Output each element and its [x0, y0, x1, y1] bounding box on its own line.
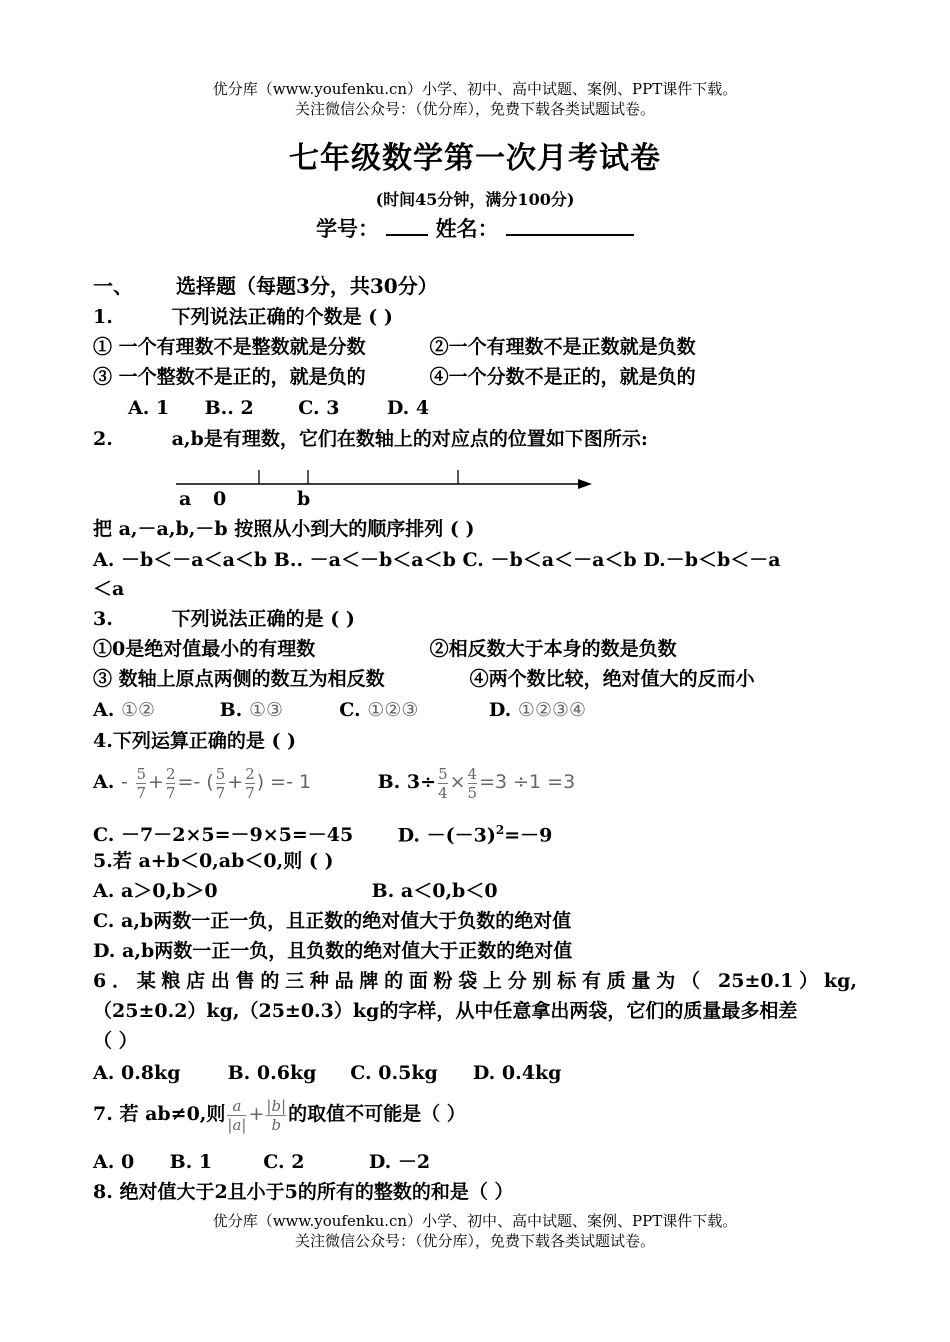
frac-numerator: |b| [266, 1096, 287, 1115]
frac-numerator: 2 [165, 764, 176, 783]
q7-option-b[interactable]: B. 1 [169, 1151, 213, 1173]
q1-statement-1: ① 一个有理数不是整数就是分数 [93, 336, 366, 358]
frac-denominator: b [271, 1115, 282, 1134]
number-line [170, 462, 600, 494]
number-line-arrow [578, 479, 592, 489]
q7-options [93, 1150, 430, 1174]
q3-statement-3: ③ 数轴上原点两侧的数互为相反数 [93, 668, 385, 690]
q4-option-a-label: A. [93, 771, 115, 793]
q3-statements-2 [93, 667, 755, 691]
q4-a-frac-1 [136, 765, 146, 802]
frac-numerator: 5 [215, 764, 226, 783]
q4-b-end: =3 ÷1 =3 [479, 771, 576, 793]
q4-d-exponent: 2 [495, 823, 505, 837]
q2-stem-line [93, 427, 648, 451]
number-line-label-0: 0 [213, 488, 227, 510]
q3-stem: 下列说法正确的是 ( ) [171, 608, 355, 630]
q3-statements-1 [93, 637, 677, 661]
q4-a-plus-1: + [148, 771, 164, 793]
header-line-1: 优分库（www.youfenku.cn）小学、初中、高中试题、案例、PPT课件下载。 [212, 80, 738, 98]
section-number: 一、 [93, 274, 133, 298]
q6-line-1: 6．某粮店出售的三种品牌的面粉袋上分别标有质量为（ 25±0.1）kg, [93, 970, 857, 992]
q3-statement-2: ②相反数大于本身的数是负数 [429, 638, 677, 660]
q3-statement-4: ④两个数比较，绝对值大的反而小 [469, 668, 755, 690]
q3-number: 3. [93, 608, 113, 630]
q4-option-a[interactable] [93, 762, 371, 802]
q3-option-c-label: C. [339, 699, 361, 721]
q1-stem-line [93, 305, 393, 329]
q4-a-plus-2: + [227, 771, 244, 793]
q4-option-b[interactable] [378, 762, 576, 802]
frac-numerator: 5 [438, 764, 448, 783]
name-label: 姓名： [435, 216, 499, 241]
number-line-label-a: a [179, 488, 192, 510]
q7-option-c[interactable]: C. 2 [263, 1151, 305, 1173]
student-no-blank[interactable] [386, 214, 428, 236]
frac-denominator: |a| [227, 1115, 247, 1134]
q7-frac-2 [266, 1097, 286, 1134]
q2-number: 2. [93, 428, 113, 450]
q2-options-line-2: ＜a [93, 578, 125, 600]
q3-option-b-label: B. [219, 699, 243, 721]
q1-option-a[interactable]: A. 1 [128, 397, 170, 419]
q4-option-b-label: B. 3÷ [377, 771, 437, 793]
q6-option-c[interactable]: C. 0.5kg [350, 1062, 438, 1084]
q6-line-2: （25±0.2）kg,（25±0.3）kg的字样，从中任意拿出两袋，它们的质量最多相差 [93, 1000, 798, 1022]
section-heading [93, 274, 438, 298]
q4-a-frac-4 [245, 765, 255, 802]
q5-option-c[interactable]: C. a,b两数一正一负，且正数的绝对值大于负数的绝对值 [93, 910, 572, 932]
q6-option-d[interactable]: D. 0.4kg [472, 1062, 562, 1084]
q1-statement-2: ②一个有理数不是正数就是负数 [429, 336, 696, 358]
q5-options-ab [93, 879, 498, 903]
q7-option-d[interactable]: D. －2 [368, 1151, 431, 1173]
q4-a-frac-2 [166, 765, 176, 802]
frac-denominator: 7 [165, 783, 176, 802]
q2-options-line-1: A. －b＜－a＜a＜b B.. －a＜－b＜a＜b C. －b＜a＜－a＜b D.－b＜b＜－a [93, 549, 781, 571]
q5-option-b[interactable]: B. a＜0,b＜0 [371, 880, 498, 902]
q3-option-a-label: A. [93, 699, 115, 721]
frac-numerator: a [232, 1096, 242, 1115]
q4-d-pre: D. －(－3) [397, 824, 496, 847]
q4-a-frac-3 [216, 765, 226, 802]
q2-question: 把 a,－a,b,－b 按照从小到大的顺序排列 ( ) [93, 518, 475, 540]
q1-statement-4: ④一个分数不是正的，就是负的 [429, 366, 696, 388]
header-line-2: 关注微信公众号：（优分库），免费下载各类试题试卷。 [294, 100, 655, 118]
q1-stem: 下列说法正确的个数是 ( ) [171, 306, 393, 328]
q4-a-sign: - [120, 771, 128, 793]
q3-stem-line [93, 607, 355, 631]
q4-stem: 4.下列运算正确的是 ( ) [93, 730, 297, 752]
q1-option-d[interactable]: D. 4 [386, 397, 430, 419]
q7-pre: 7. 若 ab≠0,则 [93, 1103, 226, 1125]
frac-numerator: 2 [245, 764, 255, 783]
q1-statement-3: ③ 一个整数不是正的，就是负的 [93, 366, 366, 388]
q4-options-cd [93, 818, 552, 847]
frac-denominator: 7 [215, 783, 226, 802]
q4-b-frac-1 [438, 765, 448, 802]
q8-stem: 8. 绝对值大于2且小于5的所有的整数的和是（ ） [93, 1181, 514, 1203]
frac-denominator: 7 [136, 783, 147, 802]
frac-denominator: 5 [467, 783, 478, 802]
q3-option-c-text: ①②③ [367, 699, 419, 721]
exam-title: 七年级数学第一次月考试卷 [289, 141, 661, 176]
q2-stem: a,b是有理数，它们在数轴上的对应点的位置如下图所示: [171, 428, 648, 450]
q4-option-c[interactable]: C. －7－2×5=－9×5=－45 [93, 824, 354, 847]
q4-d-post: =－9 [504, 824, 553, 847]
q3-option-d[interactable] [489, 698, 586, 722]
q1-option-b[interactable]: B.. 2 [204, 397, 254, 419]
frac-denominator: 4 [438, 783, 448, 802]
student-no-label: 学号： [316, 216, 380, 241]
q4-option-d[interactable] [398, 818, 553, 847]
q7-post: 的取值不可能是（ ） [288, 1103, 466, 1125]
q6-line-3: （ ） [93, 1030, 138, 1052]
q3-option-b-text: ①③ [248, 699, 284, 721]
q4-a-mid: =- ( [177, 771, 214, 793]
q6-option-a[interactable]: A. 0.8kg [93, 1062, 181, 1084]
q3-statement-1: ①0是绝对值最小的有理数 [93, 638, 316, 660]
q3-option-d-text: ①②③④ [517, 699, 587, 721]
section-title: 选择题（每题3分，共30分） [175, 274, 438, 298]
q4-b-frac-2 [468, 765, 478, 802]
q3-option-a-text: ①② [120, 699, 156, 721]
q4-a-end: ) =- 1 [256, 771, 312, 793]
q5-option-d[interactable]: D. a,b两数一正一负，且负数的绝对值大于正数的绝对值 [93, 940, 573, 962]
q3-options [93, 698, 586, 722]
frac-numerator: 5 [136, 764, 147, 783]
footer-line-2: 关注微信公众号：（优分库），免费下载各类试题试卷。 [294, 1232, 655, 1250]
q7-frac-1 [227, 1097, 246, 1134]
q7-plus: + [248, 1103, 265, 1125]
frac-denominator: 7 [245, 783, 255, 802]
q4-b-times: × [449, 771, 466, 793]
q3-option-c[interactable] [339, 698, 482, 722]
number-line-label-b: b [297, 488, 311, 510]
q1-statements-2 [93, 365, 696, 389]
q1-options [128, 396, 429, 420]
q5-option-a[interactable]: A. a＞0,b＞0 [93, 880, 218, 902]
q7-option-a[interactable]: A. 0 [93, 1151, 135, 1173]
q6-options [93, 1061, 561, 1085]
q1-number: 1. [93, 306, 113, 328]
name-blank[interactable] [506, 214, 634, 236]
footer-line-1: 优分库（www.youfenku.cn）小学、初中、高中试题、案例、PPT课件下载。 [212, 1212, 738, 1230]
q7-stem [93, 1092, 466, 1136]
q3-option-b[interactable] [220, 698, 333, 722]
q3-option-d-label: D. [488, 699, 512, 721]
q5-stem: 5.若 a+b＜0,ab＜0,则 ( ) [93, 850, 334, 872]
q1-option-c[interactable]: C. 3 [298, 397, 340, 419]
q1-statements-1 [93, 335, 696, 359]
frac-numerator: 4 [467, 764, 478, 783]
exam-subtitle: (时间45分钟，满分100分) [375, 190, 575, 209]
q4-options-ab [93, 762, 575, 802]
q6-option-b[interactable]: B. 0.6kg [227, 1062, 317, 1084]
student-info-line [0, 213, 950, 243]
q3-option-a[interactable] [93, 698, 213, 722]
